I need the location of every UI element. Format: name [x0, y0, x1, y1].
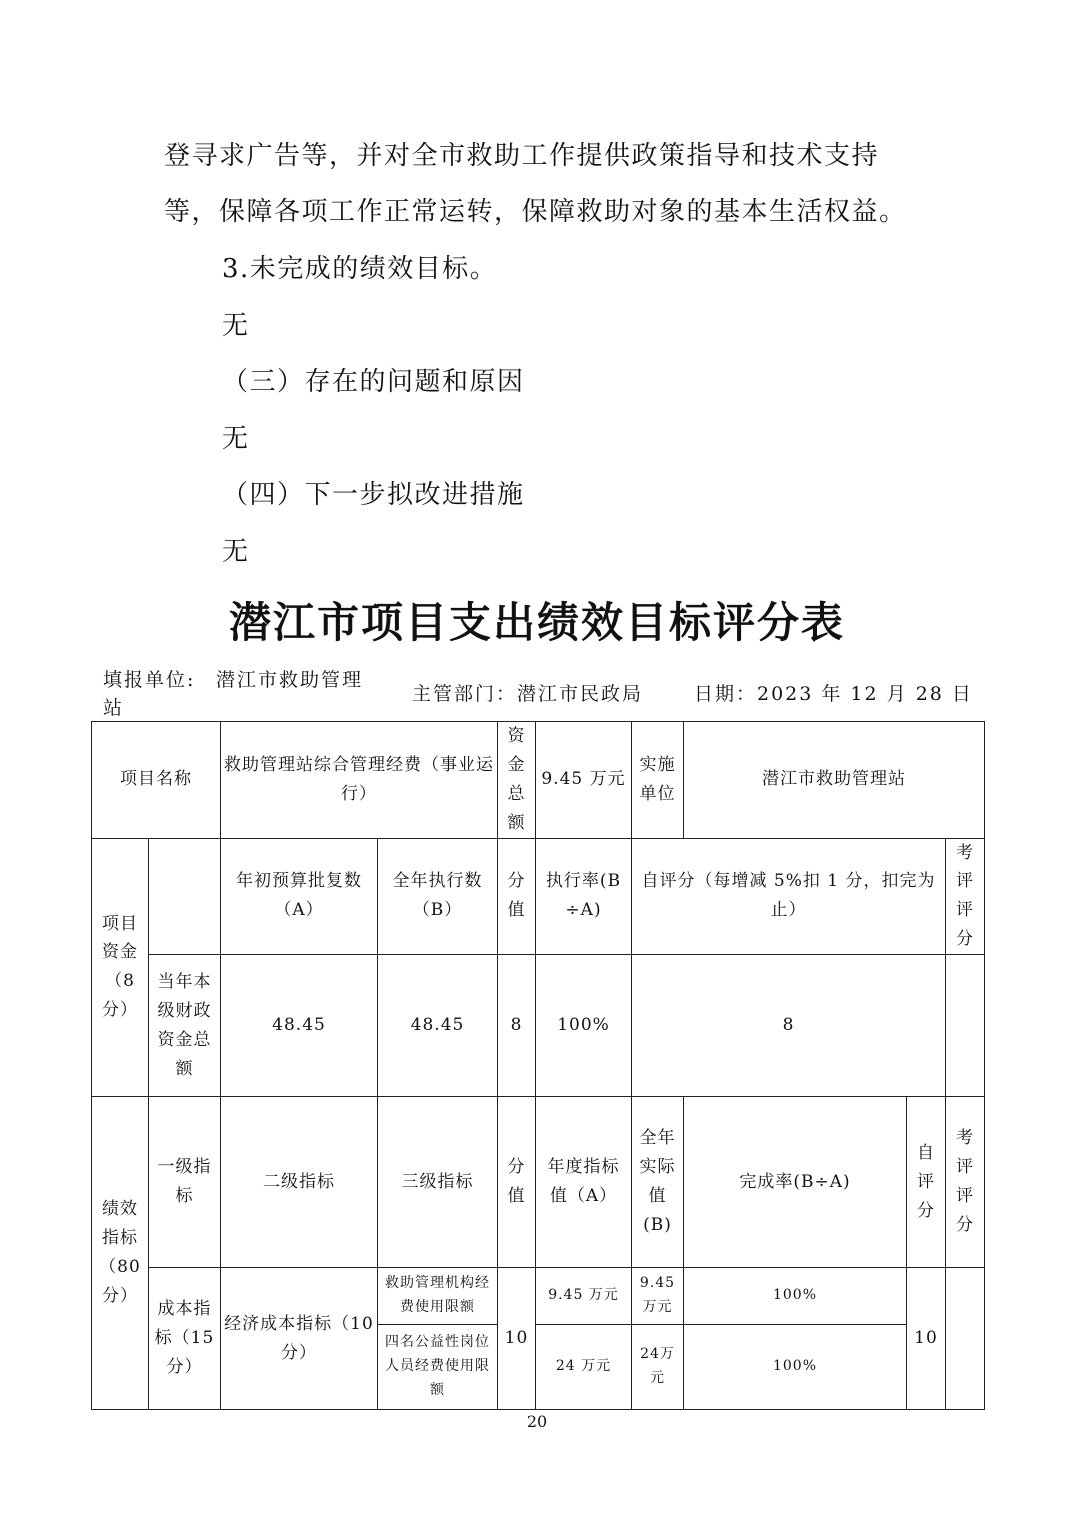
cost-actual: 24万元 — [632, 1325, 684, 1410]
fund-budget: 48.45 — [221, 955, 378, 1097]
perf-review-header: 考评评分 — [946, 1097, 985, 1268]
rate-header: 执行率(B÷A) — [536, 838, 632, 955]
fund-review-score — [946, 955, 985, 1097]
total-value: 9.45 万元 — [536, 722, 632, 839]
table-title: 潜江市项目支出绩效目标评分表 — [228, 598, 845, 647]
project-name-label: 项目名称 — [92, 722, 221, 839]
unit-value-cont: 站 — [103, 697, 125, 719]
budget-header: 年初预算批复数（A） — [221, 838, 378, 955]
level2-header: 二级指标 — [221, 1097, 378, 1268]
impl-unit-value: 潜江市救助管理站 — [684, 722, 985, 839]
fund-rate: 100% — [536, 955, 632, 1097]
score-table — [91, 721, 985, 1410]
perf-self-header: 自评分 — [907, 1097, 946, 1268]
cost-target: 24 万元 — [536, 1325, 632, 1410]
cost-review-score — [946, 1268, 985, 1410]
fund-header-blank — [149, 838, 221, 955]
cost-level2: 经济成本指标（10分） — [221, 1268, 378, 1410]
impl-unit-label: 实施单位 — [632, 722, 684, 839]
perf-score-header: 分值 — [498, 1097, 536, 1268]
cost-level3: 救助管理机构经费使用限额 — [378, 1268, 498, 1325]
review-score-header: 考评评分 — [946, 838, 985, 955]
unit-label: 填报单位: — [103, 669, 196, 691]
cost-level1: 成本指标（15分） — [149, 1268, 221, 1410]
perf-section-label: 绩效指标（80分） — [92, 1097, 149, 1410]
target-header: 年度指标值（A） — [536, 1097, 632, 1268]
paragraph-line: 无 — [222, 424, 250, 454]
completion-header: 完成率(B÷A) — [684, 1097, 907, 1268]
paragraph-line: 等，保障各项工作正常运转，保障救助对象的基本生活权益。 — [164, 197, 907, 227]
actual-header: 全年实际值(B) — [632, 1097, 684, 1268]
total-label: 资金总额 — [498, 722, 536, 839]
paragraph-line: 登寻求广告等，并对全市救助工作提供政策指导和技术支持 — [164, 141, 880, 171]
project-name-value: 救助管理站综合管理经费（事业运行） — [221, 722, 498, 839]
fund-row-label: 当年本级财政资金总额 — [149, 955, 221, 1097]
cost-completion: 100% — [684, 1325, 907, 1410]
cost-level3: 四名公益性岗位人员经费使用限额 — [378, 1325, 498, 1410]
date-label: 日期：2023 年 12 月 28 日 — [694, 683, 973, 705]
self-score-header: 自评分（每增减 5%扣 1 分，扣完为止） — [632, 838, 946, 955]
fund-score: 8 — [498, 955, 536, 1097]
paragraph-line: 无 — [222, 311, 250, 341]
fund-section-label: 项目资金（8分） — [92, 838, 149, 1097]
page-number: 20 — [526, 1412, 548, 1431]
section-heading: （三）存在的问题和原因 — [222, 367, 525, 397]
fund-self-score: 8 — [632, 955, 946, 1097]
cost-target: 9.45 万元 — [536, 1268, 632, 1325]
section-heading: （四）下一步拟改进措施 — [222, 480, 525, 510]
level3-header: 三级指标 — [378, 1097, 498, 1268]
cost-self-score: 10 — [907, 1268, 946, 1410]
cost-completion: 100% — [684, 1268, 907, 1325]
section-heading: 3.未完成的绩效目标。 — [222, 254, 498, 284]
unit-value: 潜江市救助管理 — [216, 669, 364, 691]
cost-score: 10 — [498, 1268, 536, 1410]
cost-actual: 9.45万元 — [632, 1268, 684, 1325]
paragraph-line: 无 — [222, 537, 250, 567]
executed-header: 全年执行数（B） — [378, 838, 498, 955]
fund-executed: 48.45 — [378, 955, 498, 1097]
score-header: 分值 — [498, 838, 536, 955]
level1-header: 一级指标 — [149, 1097, 221, 1268]
dept-label: 主管部门：潜江市民政局 — [412, 683, 644, 705]
